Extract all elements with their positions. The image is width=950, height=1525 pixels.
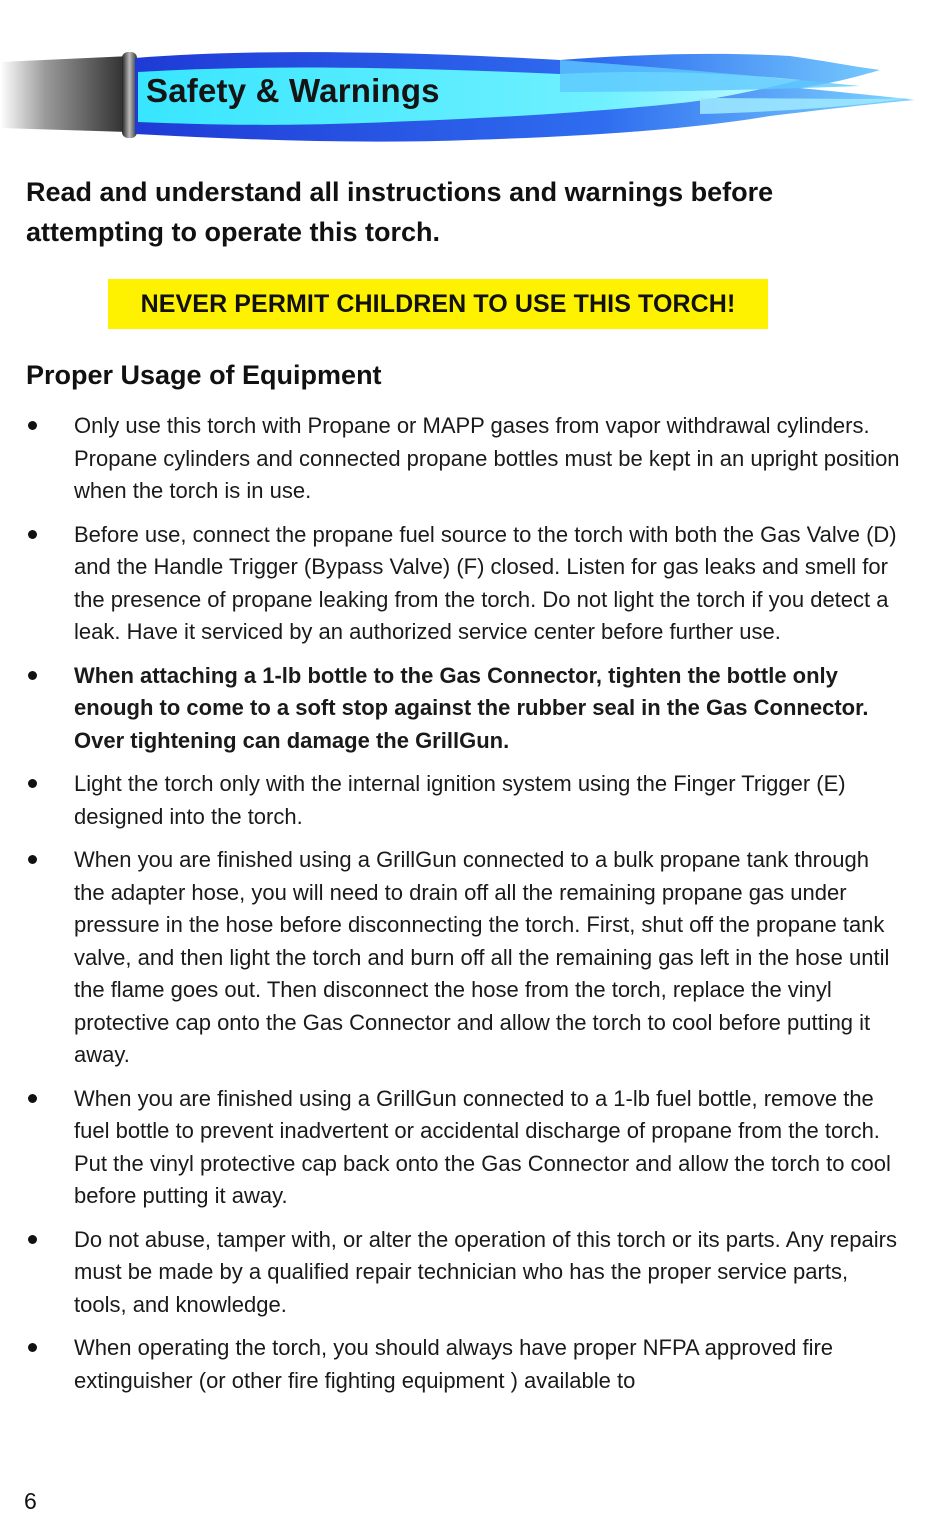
header-banner xyxy=(0,40,950,145)
list-item xyxy=(0,1083,900,1213)
section-heading: Proper Usage of Equipment xyxy=(26,360,382,390)
children-warning-banner xyxy=(108,279,768,329)
list-item-text: Only use this torch with Propane or MAPP gases from vapor withdrawal cylinders. Propane cylinders and connected propane bottles must be kept in an upright position when the torch is in use. xyxy=(74,413,900,503)
page-number: 6 xyxy=(24,1488,37,1514)
bullet-icon xyxy=(28,530,37,539)
list-item xyxy=(0,768,900,833)
list-item xyxy=(0,844,900,1072)
list-item xyxy=(0,660,900,758)
bullet-icon xyxy=(28,855,37,864)
list-item xyxy=(0,410,900,508)
bullet-icon xyxy=(28,1235,37,1244)
bullet-icon xyxy=(28,1343,37,1352)
instruction-list xyxy=(0,410,900,1408)
list-item xyxy=(0,519,900,649)
flame-banner-graphic xyxy=(0,40,950,145)
list-item-text: When you are finished using a GrillGun connected to a bulk propane tank through the adapter hose, you will need to drain off all the remaining propane gas under pressure in the hose before disconnecting the torch. First, shut off the propane tank valve, and then light the torch and burn off all the remaining gas left in the hose until the flame goes out. Then disconnect the hose from the torch, replace the vinyl protective cap onto the Gas Connector and allow the torch to cool before putting it away. xyxy=(74,847,890,1067)
bullet-icon xyxy=(28,1094,37,1103)
list-item-text: When you are finished using a GrillGun connected to a 1-lb fuel bottle, remove the fuel bottle to prevent inadvertent or accidental discharge of propane from the torch. Put the vinyl protective cap back onto the Gas Connector and allow the torch to cool before putting it away. xyxy=(74,1085,891,1208)
list-item-text: Do not abuse, tamper with, or alter the operation of this torch or its parts. Any repairs must be made by a qualified repair technician who has the proper service parts, tools, and knowledge. xyxy=(74,1226,897,1317)
bullet-icon xyxy=(28,421,37,430)
bullet-icon xyxy=(28,779,37,788)
intro-text: Read and understand all instructions and warnings before attempting to operate this torch. xyxy=(26,177,774,247)
warning-text: NEVER PERMIT CHILDREN TO USE THIS TORCH! xyxy=(140,289,736,318)
list-item-text: When operating the torch, you should always have proper NFPA approved fire extinguisher (or other fire fighting equipment ) available to xyxy=(74,1335,834,1393)
list-item-text: Before use, connect the propane fuel source to the torch with both the Gas Valve (D) and the Handle Trigger (Bypass Valve) (F) closed. Listen for gas leaks and smell for the presence of propane leaking from the torch. Do not light the torch if you detect a leak. Have it serviced by an authorized service center before further use. xyxy=(74,521,897,644)
list-item-text: Light the torch only with the internal ignition system using the Finger Trigger (E) designed into the torch. xyxy=(74,771,846,829)
bullet-icon xyxy=(28,671,37,680)
list-item xyxy=(0,1332,900,1397)
list-item-text: When attaching a 1-lb bottle to the Gas Connector, tighten the bottle only enough to come to a soft stop against the rubber seal in the Gas Connector. Over tightening can damage the GrillGun. xyxy=(74,662,869,753)
page-title: Safety & Warnings xyxy=(146,72,440,109)
list-item xyxy=(0,1224,900,1322)
